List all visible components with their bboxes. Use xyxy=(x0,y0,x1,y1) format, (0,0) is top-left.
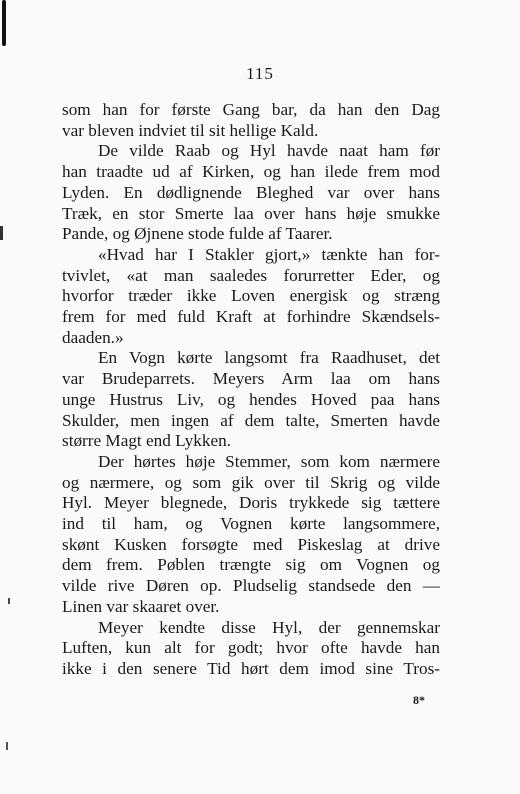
text-line: hvorfor træder ikke Loven energisk og stræng xyxy=(62,286,440,306)
scan-speck xyxy=(6,742,8,750)
text-line: var bleven indviet til sit hellige Kald. xyxy=(62,120,319,140)
body-text xyxy=(62,100,440,680)
text-line: daaden.» xyxy=(62,327,124,347)
page-number: 115 xyxy=(246,64,274,83)
text-line: skønt Kusken forsøgte med Piskeslag at drive xyxy=(62,534,440,554)
text-line: «Hvad har I Stakler gjort,» tænkte han for- xyxy=(98,244,440,264)
scan-edge-mark xyxy=(0,226,3,240)
text-line: Lyden. En dødlignende Bleghed var over hans xyxy=(62,182,440,202)
text-line: En Vogn kørte langsomt fra Raadhuset, det xyxy=(98,348,440,368)
text-line: og nærmere, og som gik over til Skrig og vilde xyxy=(62,472,440,492)
text-line: Træk, en stor Smerte laa over hans høje smukke xyxy=(62,203,440,223)
text-line: Pande, og Øjnene stode fulde af Taarer. xyxy=(62,224,333,244)
text-line: som han for første Gang bar, da han den Dag xyxy=(62,100,440,119)
text-line: dem frem. Pøblen trængte sig om Vognen og xyxy=(62,555,440,575)
text-line: frem for med fuld Kraft at forhindre Skændsels- xyxy=(62,307,440,327)
text-line: Der hørtes høje Stemmer, som kom nærmere xyxy=(98,451,440,471)
text-line: tvivlet, «at man saaledes forurretter Eder, og xyxy=(62,265,440,285)
text-line: større Magt end Lykken. xyxy=(62,431,231,451)
text-line: vilde rive Døren op. Pludselig standsede den — xyxy=(62,576,440,596)
scan-edge-mark xyxy=(2,0,6,46)
signature-mark: 8* xyxy=(413,693,425,707)
text-line: Linen var skaaret over. xyxy=(62,596,220,616)
text-line: Meyer kendte disse Hyl, der gennemskar xyxy=(98,617,440,637)
text-line: ikke i den senere Tid hørt dem imod sine Tros- xyxy=(62,658,440,678)
text-line: Hyl. Meyer blegnede, Doris trykkede sig tættere xyxy=(62,493,440,513)
text-line: var Brudeparrets. Meyers Arm laa om hans xyxy=(62,369,440,389)
scan-speck xyxy=(8,598,10,604)
text-line: unge Hustrus Liv, og hendes Hoved paa hans xyxy=(62,389,440,409)
text-line: Luften, kun alt for godt; hvor ofte havde han xyxy=(62,638,440,658)
text-line: De vilde Raab og Hyl havde naat ham før xyxy=(98,141,440,161)
text-line: han traadte ud af Kirken, og han ilede frem mod xyxy=(62,162,440,182)
text-line: Skulder, men ingen af dem talte, Smerten havde xyxy=(62,410,440,430)
text-line: ind til ham, og Vognen kørte langsommere, xyxy=(62,514,440,534)
